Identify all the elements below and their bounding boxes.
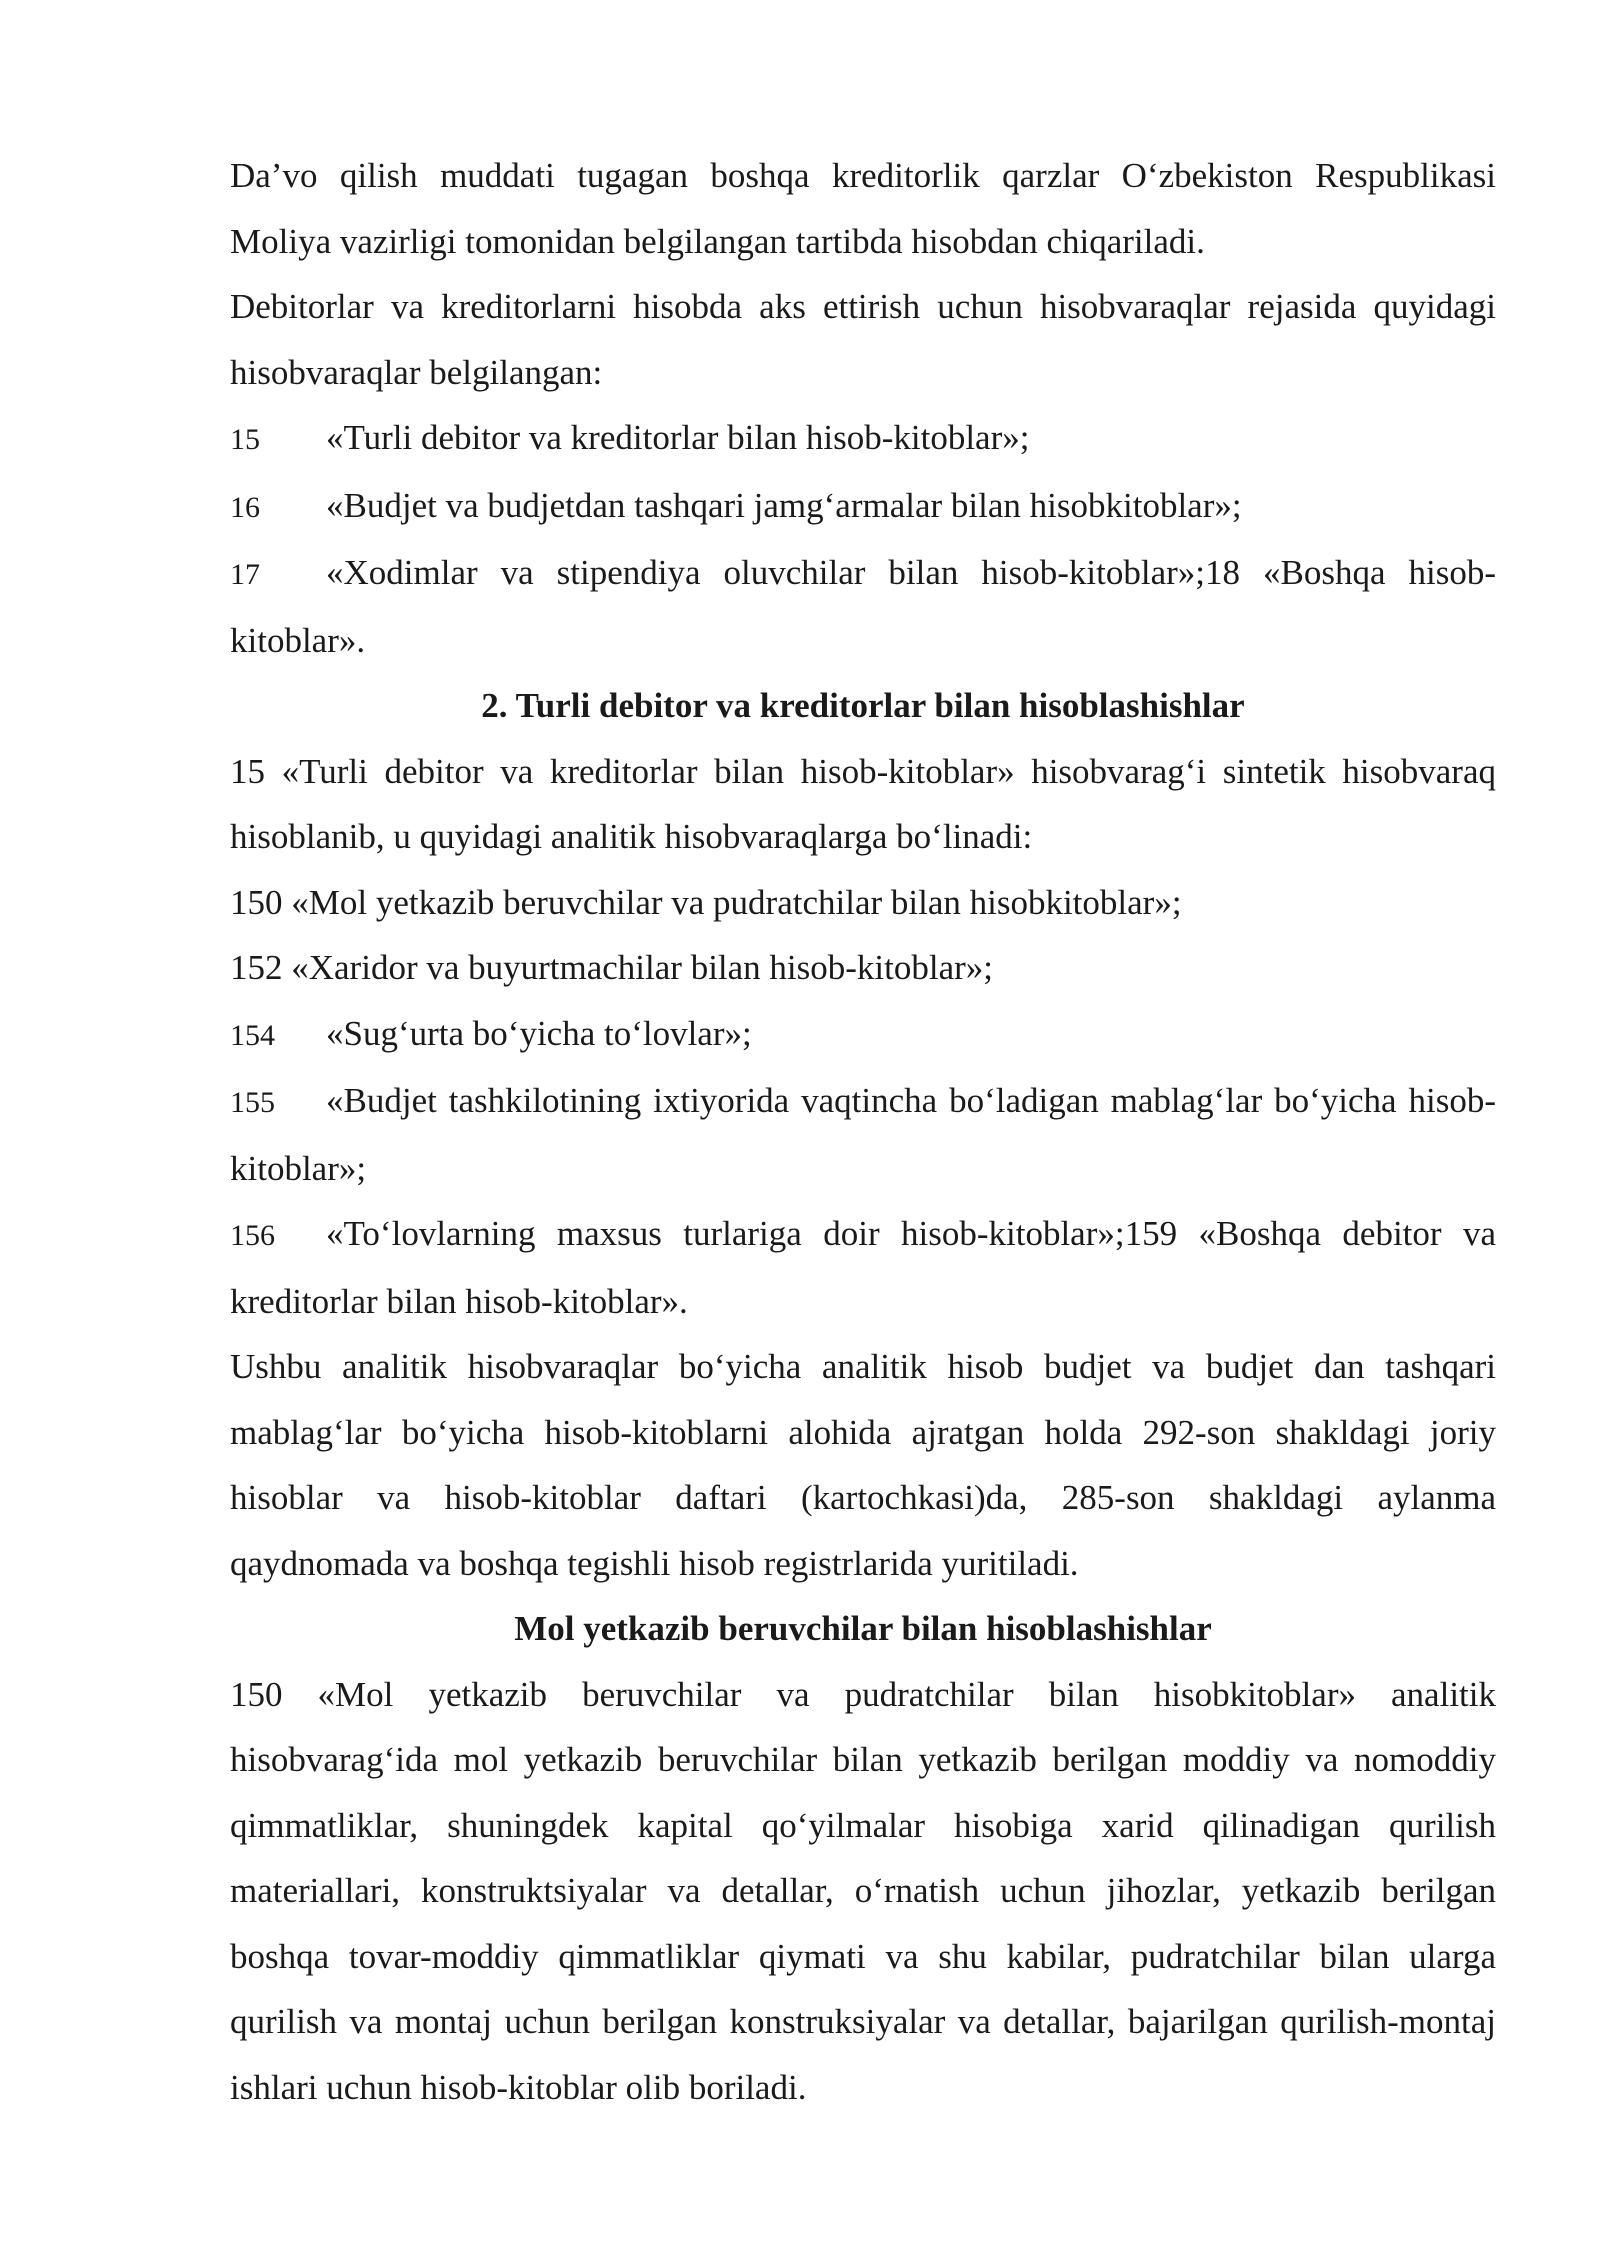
list-item-number: 17	[230, 558, 260, 591]
list-item-number: 16	[230, 490, 260, 524]
list-item-text: «Sug‘urta bo‘yicha to‘lovlar»;	[326, 1013, 752, 1053]
list-item	[230, 1068, 1496, 1201]
list-item-text: «To‘lovlarning maxsus turlariga doir hisob-kitoblar»;159 «Boshqa debitor va kreditorlar bilan hisob-kitoblar».	[230, 1214, 1496, 1321]
paragraph-suppliers: 150 «Mol yetkazib beruvchilar va pudratchilar bilan hisobkitoblar» analitik hisobvarag‘ida mol yetkazib beruvchilar bilan yetkazib berilgan moddiy va nomoddiy qimmatliklar, shuningdek kapital qo‘yilmalar hisobiga xarid qilinadigan qurilish materiallari, konstruktsiyalar va detallar, o‘rnatish uchun jihozlar, yetkazib berilgan boshqa tovar-moddiy qimmatliklar qiymati va shu kabilar, pudratchilar bilan ularga qurilish va montaj uchun berilgan konstruksiyalar va detallar, bajarilgan qurilish-montaj ishlari uchun hisob-kitoblar olib boriladi.	[230, 1674, 1496, 2107]
section-heading: 2. Turli debitor va kreditorlar bilan hisoblashishlar	[481, 686, 1245, 725]
list-item	[230, 1201, 1496, 1334]
section-heading: Mol yetkazib beruvchilar bilan hisoblashishlar	[514, 1609, 1212, 1648]
list-item-number: 154	[230, 1018, 275, 1052]
paragraph-account-15: 15 «Turli debitor va kreditorlar bilan hisob-kitoblar» hisobvarag‘i sintetik hisobvaraq hisoblanib, u quyidagi analitik hisobvaraqlarga bo‘linadi:	[230, 751, 1496, 856]
list-item	[230, 1001, 1496, 1069]
list-item-text: «Budjet tashkilotining ixtiyorida vaqtincha bo‘ladigan mablag‘lar bo‘yicha hisob-kitoblar»;	[230, 1081, 1496, 1188]
list-item	[230, 405, 1496, 473]
list-item-text: «Budjet va budjetdan tashqari jamg‘armalar bilan hisobkitoblar»;	[326, 485, 1242, 525]
paragraph-analytic-records: Ushbu analitik hisobvaraqlar bo‘yicha analitik hisob budjet va budjet dan tashqari mablag‘lar bo‘yicha hisob-kitoblarni alohida ajratgan holda 292-son shakldagi joriy hisoblar va hisob-kitoblar daftari (kartochkasi)da, 285-son shakldagi aylanma qaydnomada va boshqa tegishli hisob registrlarida yuritiladi.	[230, 1347, 1496, 1583]
paragraph-account-152: 152 «Xaridor va buyurtmachilar bilan hisob-kitoblar»;	[230, 948, 994, 987]
list-item-text: «Turli debitor va kreditorlar bilan hisob-kitoblar»;	[326, 418, 1030, 457]
list-item-number: 15	[230, 423, 260, 456]
list-item-text: «Xodimlar va stipendiya oluvchilar bilan hisob-kitoblar»;18 «Boshqa hisob-kitoblar».	[230, 553, 1496, 660]
list-item	[230, 540, 1496, 673]
paragraph-writeoff: Da’vo qilish muddati tugagan boshqa kreditorlik qarzlar O‘zbekiston Respublikasi Moliya vazirligi tomonidan belgilangan tartibda hisobdan chiqariladi.	[230, 156, 1496, 261]
list-item-number: 155	[230, 1086, 275, 1119]
paragraph-accounts-intro: Debitorlar va kreditorlarni hisobda aks ettirish uchun hisobvaraqlar rejasida quyidagi hisobvaraqlar belgilangan:	[230, 287, 1496, 392]
list-item	[230, 473, 1496, 541]
paragraph-account-150: 150 «Mol yetkazib beruvchilar va pudratchilar bilan hisobkitoblar»;	[230, 882, 1182, 922]
list-item-number: 156	[230, 1219, 275, 1252]
document-body	[230, 143, 1496, 2120]
